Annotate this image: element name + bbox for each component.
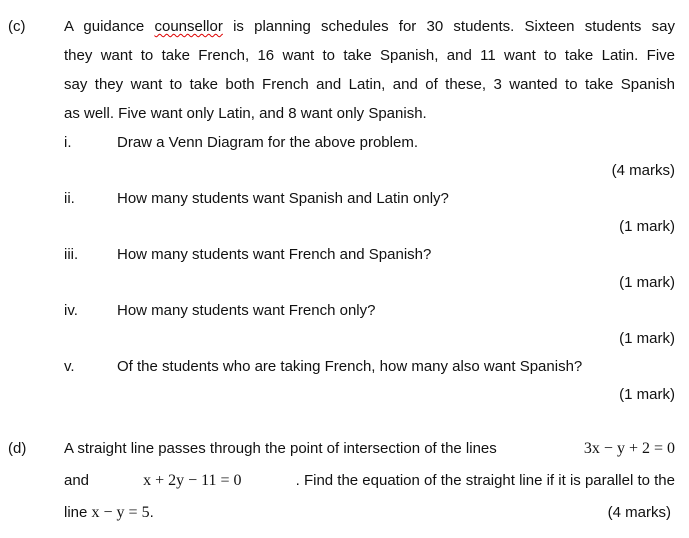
equation-1: 3x − y + 2 = 0 <box>583 440 675 457</box>
equation-3: x − y = 5 <box>91 504 150 521</box>
question-v-text: Of the students who are taking French, how many also want Spanish? <box>117 358 583 375</box>
part-d-line-3-text: line <box>64 504 88 521</box>
part-d-line-3 <box>64 504 154 522</box>
question-ii-marks: (1 mark) <box>619 218 675 235</box>
question-ii-text: How many students want Spanish and Latin only? <box>117 190 449 207</box>
part-c-line-1 <box>64 18 675 35</box>
part-d-line-2-and: and <box>64 472 90 489</box>
question-i-numeral: i. <box>64 134 72 151</box>
part-d-line-1 <box>64 440 675 458</box>
question-iii-marks: (1 mark) <box>619 274 675 291</box>
part-d-line-2-rest: . Find the equation of the straight line if it is parallel to the <box>295 472 675 489</box>
part-d-line-3-end: . <box>149 504 154 521</box>
question-iii-numeral: iii. <box>64 246 79 263</box>
question-iv-numeral: iv. <box>64 302 78 319</box>
question-iv-marks: (1 mark) <box>619 330 675 347</box>
part-c-line-2: they want to take French, 16 want to take Spanish, and 11 want to take Latin. Five <box>64 47 675 64</box>
part-d-marks: (4 marks) <box>607 504 671 521</box>
question-iii-text: How many students want French and Spanish? <box>117 246 432 263</box>
question-i-marks: (4 marks) <box>611 162 675 179</box>
question-v-marks: (1 mark) <box>619 386 675 403</box>
part-c-label: (c) <box>8 18 26 35</box>
part-d-line-1-text: A straight line passes through the point of intersection of the lines <box>64 440 497 457</box>
part-c-line-4: as well. Five want only Latin, and 8 want only Spanish. <box>64 105 427 122</box>
part-c-line-3: say they want to take both French and Latin, and of these, 3 wanted to take Spanish <box>64 76 675 93</box>
question-ii-numeral: ii. <box>64 190 75 207</box>
equation-2: x + 2y − 11 = 0 <box>143 472 242 489</box>
part-d-line-2 <box>64 472 675 490</box>
question-iv-text: How many students want French only? <box>117 302 376 319</box>
part-d-label: (d) <box>8 440 27 457</box>
part-c-line-1-text: A guidance counsellor is planning schedules for 30 students. Sixteen students say <box>64 18 675 35</box>
question-i-text: Draw a Venn Diagram for the above problem. <box>117 134 418 151</box>
question-v-numeral: v. <box>64 358 75 375</box>
